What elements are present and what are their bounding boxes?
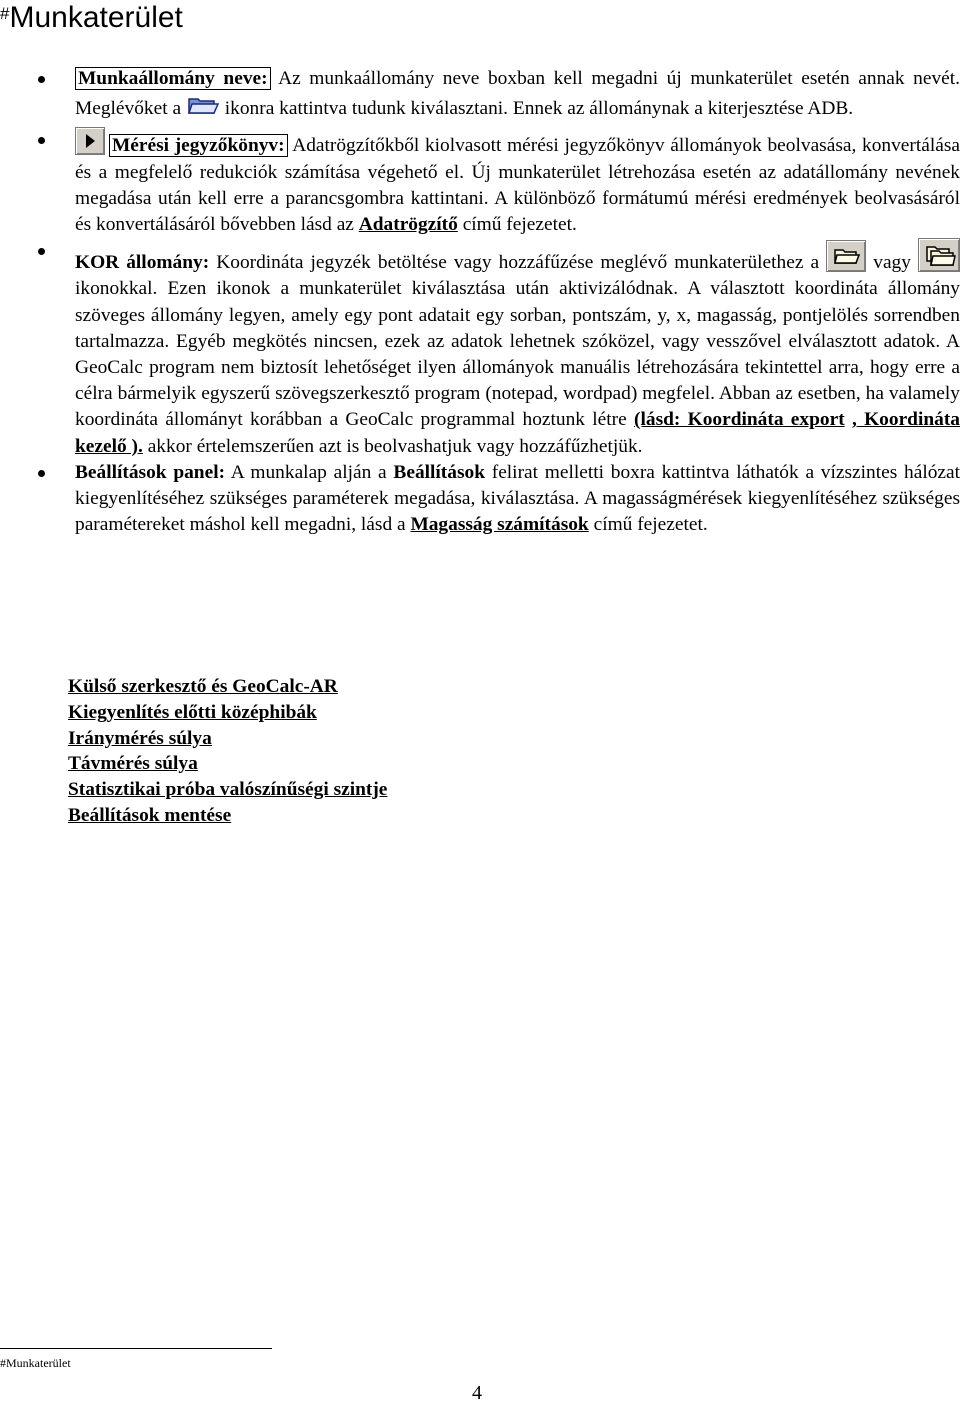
list-item bbox=[34, 460, 960, 539]
item-text: vagy bbox=[866, 252, 919, 274]
append-folder-icon[interactable] bbox=[918, 238, 960, 272]
item-text: A munkalap alján a bbox=[225, 461, 394, 483]
link-kulso-szerkeszto[interactable]: Külső szerkesztő és GeoCalc-AR bbox=[68, 676, 338, 697]
item-text: című fejezetet. bbox=[457, 214, 577, 236]
item-text: Adatrögzítőkből kiolvasott mérési jegyzőkönyv állományok beolvasása, konvertálása és a megfelelő redukciók számítása végehető el. Új munkaterület létrehozása esetén az adatállomány nevének megadása után kell erre a parancsgombra kattintani. A különböző formátumú mérési eredmények beolvasásáról és konvertálásáról bővebben lásd az bbox=[75, 135, 960, 236]
kor-file-label: KOR állomány: bbox=[75, 252, 210, 274]
item-text: Koordináta jegyzék betöltése vagy hozzáfűzése meglévő munkaterülethez a bbox=[209, 252, 827, 274]
link-iranymeres-sulya[interactable]: Iránymérés súlya bbox=[68, 727, 212, 749]
workfile-name-label: Munkaállomány neve: bbox=[75, 67, 271, 90]
related-links bbox=[68, 674, 387, 829]
item-text: ikonra kattintva tudunk kiválasztani. Ennek az állománynak a kiterjesztése ADB. bbox=[219, 98, 854, 120]
footnote: #Munkaterület bbox=[0, 1356, 71, 1370]
page-number: 4 bbox=[472, 1382, 482, 1404]
item-text: felirat melletti boxra kattintva láthatók a vízszintes hálózat kiegyenlítéséhez szükséges paraméterek megadása, kiválasztása. A magasságmérések kiegyenlítéséhez szükséges paramétereket máshol kell megadni, lásd a bbox=[75, 461, 960, 536]
settings-word: Beállítások bbox=[393, 461, 485, 483]
link-close-paren[interactable]: ). bbox=[126, 435, 143, 457]
item-text bbox=[845, 409, 852, 430]
settings-panel-label: Beállítások panel: bbox=[75, 461, 226, 483]
load-folder-icon[interactable] bbox=[826, 240, 866, 272]
item-text: című fejezetet. bbox=[588, 514, 708, 536]
link-koordinata-export[interactable]: (lásd: Koordináta export bbox=[634, 409, 845, 431]
title-mark: # bbox=[0, 4, 10, 23]
link-kiegyenlites-kozephibak[interactable]: Kiegyenlítés előtti középhibák bbox=[68, 701, 317, 723]
item-text: ikonokkal. Ezen ikonok a munkaterület kiválasztása után aktivizálódnak. A választott koordináta állomány szöveges állomány legyen, amely egy pont adatait egy sorban, pontszám, y, x, magasság, pontjelölés sorrendben tartalmazza. Egyéb megkötés nincsen, ezek az adatok lehetnek szóközel, vagy vesszővel elválasztott adatok. A GeoCalc program nem biztosít lehetőséget ilyen állományok manuális létrehozására tekintettel arra, hogy erre a célra bármelyik egyszerű szövegszerkesztő program (notepad, wordpad) megfelel. Abban az esetben, ha valamely koordináta állományt korábban a GeoCalc programmal hoztunk létre bbox=[75, 278, 960, 431]
link-statisztikai-proba[interactable]: Statisztikai próba valószínűségi szintje bbox=[68, 779, 388, 801]
item-text: akkor értelemszerűen azt is beolvashatjuk vagy hozzáfűzhetjük. bbox=[142, 435, 643, 457]
open-folder-icon[interactable] bbox=[186, 92, 220, 118]
link-beallitasok-mentese[interactable]: Beállítások mentése bbox=[68, 804, 232, 826]
link-magassag-szamitasok[interactable]: Magasság számítások bbox=[410, 514, 589, 536]
list-item bbox=[34, 66, 960, 122]
play-button-icon[interactable] bbox=[75, 127, 105, 155]
link-tavmeres-sulya[interactable]: Távmérés súlya bbox=[68, 753, 198, 775]
list-item bbox=[34, 238, 960, 460]
list-item bbox=[34, 127, 960, 238]
link-koordinata-kezelo[interactable]: , Koordináta kezelő bbox=[75, 409, 960, 457]
footnote-divider bbox=[0, 1348, 272, 1349]
bullet-list bbox=[34, 66, 960, 538]
title-text: Munkaterület bbox=[9, 1, 183, 34]
item-text: Az munkaállomány neve boxban kell megadni új munkaterület esetén annak nevét. Meglévőket a bbox=[75, 68, 960, 120]
link-adatrogzito[interactable]: Adatrögzítő bbox=[358, 214, 458, 236]
survey-record-label: Mérési jegyzőkönyv: bbox=[109, 134, 288, 157]
page-title bbox=[0, 0, 183, 36]
